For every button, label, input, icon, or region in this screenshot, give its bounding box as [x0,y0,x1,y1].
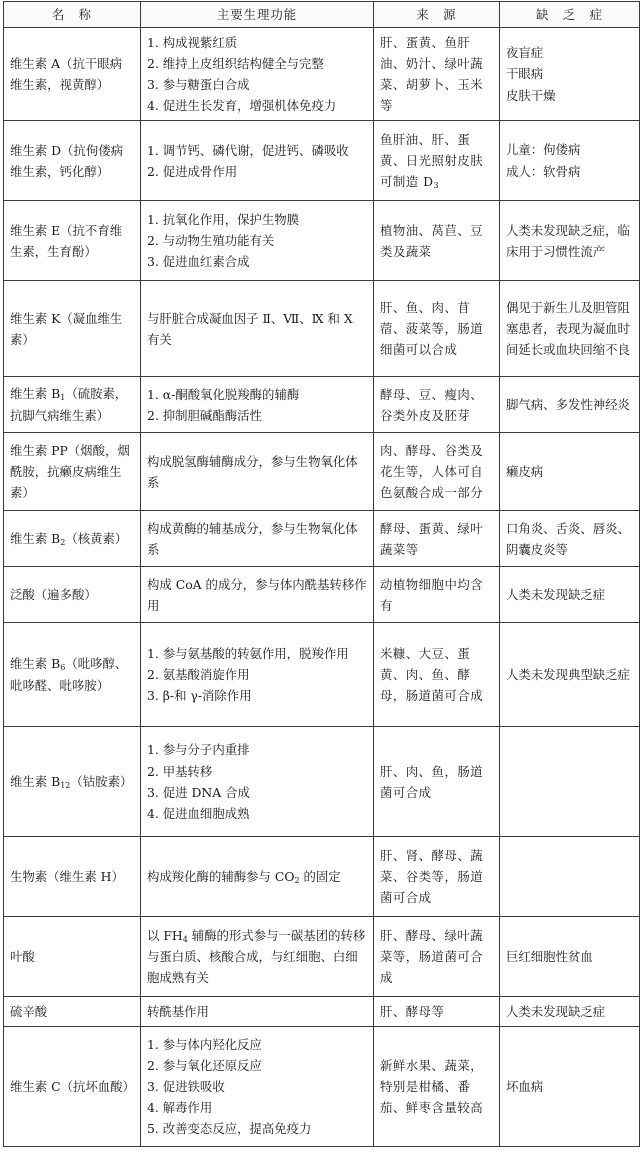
function-cell [141,201,374,281]
function-text: 的固定 [299,868,341,884]
function-item: 5. 改善变态反应，提高免疫力 [147,1121,312,1137]
name-text: 维生素 B [10,386,61,402]
function-item: 2. 与动物生殖功能有关 [147,233,275,249]
header-deficiency: 缺 乏 症 [500,2,640,28]
table-row [4,837,640,917]
header-source: 来 源 [374,2,500,28]
source-cell: 新鲜水果、蔬菜，特别是柑橘、番茄、鲜枣含量较高 [374,1027,500,1147]
deficiency-cell: 脚气病、多发性神经炎 [500,377,640,433]
deficiency-cell [500,727,640,837]
function-item: 1. 抗氧化作用，保护生物膜 [147,211,300,227]
function-cell [141,727,374,837]
function-item: 4. 促进生长发育，增强机体免疫力 [147,98,337,114]
function-list [147,140,367,182]
function-item: 3. 促进铁吸收 [147,1079,225,1095]
vitamin-name [4,377,141,433]
name-text: （钴胺素） [70,773,133,789]
table-row [4,567,640,623]
subscript: 6 [60,663,66,673]
subscript: 3 [433,180,440,190]
deficiency-cell: 癞皮病 [500,433,640,511]
function-list [147,209,367,272]
source-cell [374,121,500,201]
deficiency-cell: 人类未发现缺乏症 [500,997,640,1027]
function-cell: 转酰基作用 [141,997,374,1027]
table-row [4,281,640,377]
source-cell: 动植物细胞中均含有 [374,567,500,623]
vitamin-name [4,623,141,727]
vitamin-name: 维生素 PP（烟酸，烟酰胺，抗癞皮病维生素） [4,433,141,511]
function-item: 4. 促进血细胞成熟 [147,805,250,821]
function-item: 1. 调节钙、磷代谢，促进钙、磷吸收 [147,142,349,158]
deficiency-item: 成人：软骨病 [506,163,581,179]
header-function: 主要生理功能 [141,2,374,28]
function-cell [141,623,374,727]
vitamin-name: 维生素 C（抗坏血酸） [4,1027,141,1147]
vitamin-name: 维生素 D（抗佝偻病维生素，钙化醇） [4,121,141,201]
subscript: 2 [294,875,300,885]
table-row [4,727,640,837]
function-item: 1. 参与分子内重排 [147,742,250,758]
deficiency-cell: 偶见于新生儿及胆管阻塞患者，表现为凝血时间延长或血块回缩不良 [500,281,640,377]
function-item: 2. 促进成骨作用 [147,163,238,179]
deficiency-cell [500,121,640,201]
header-name: 名 称 [4,2,141,28]
table-row [4,917,640,997]
function-item: 2. 参与氧化还原反应 [147,1057,262,1073]
function-list [147,1034,367,1139]
function-item: 3. β-和 γ-消除作用 [147,688,252,704]
subscript: 4 [182,934,188,944]
deficiency-cell: 人类未发现典型缺乏症 [500,623,640,727]
deficiency-item: 夜盲症 [506,44,544,60]
vitamin-name [4,727,141,837]
function-cell [141,1027,374,1147]
source-cell: 肝、酵母等 [374,997,500,1027]
deficiency-cell: 人类未发现缺乏症，临床用于习惯性流产 [500,201,640,281]
table-row [4,433,640,511]
source-cell: 肝、肾、酵母、蔬菜、谷类等，肠道菌可合成 [374,837,500,917]
function-list [147,32,367,116]
name-text: 维生素 B [10,530,61,546]
table-row [4,121,640,201]
function-item: 2. 氨基酸消旋作用 [147,667,250,683]
function-list [147,384,367,426]
deficiency-item: 皮肤干燥 [506,87,556,103]
table-row [4,1027,640,1147]
function-list [147,739,367,823]
vitamin-name: 硫辛酸 [4,997,141,1027]
table-row [4,201,640,281]
table-row [4,377,640,433]
function-text: 辅酶的形式参与一碳基团的转移与蛋白质、核酸合成，与红细胞、白细胞成熟有关 [147,927,366,986]
name-text: （吡哆醇、吡哆醛、吡哆胺） [10,656,128,693]
deficiency-cell: 坏血病 [500,1027,640,1147]
function-item: 1. 构成视紫红质 [147,34,238,50]
deficiency-item: 干眼病 [506,66,544,82]
source-cell: 肝、酵母、绿叶蔬菜等，肠道菌可合成 [374,917,500,997]
function-item: 3. 促进血红素合成 [147,254,250,270]
function-item: 3. 参与糖蛋白合成 [147,77,250,93]
table-row [4,28,640,121]
subscript: 1 [60,393,66,403]
source-cell: 米糠、大豆、蛋黄、肉、鱼、酵母，肠道菌可合成 [374,623,500,727]
subscript: 12 [60,780,71,790]
vitamin-table [3,1,640,1147]
name-text: （硫胺素，抗脚气病维生素） [10,386,128,423]
name-text: 维生素 B [10,656,61,672]
function-text: 以 FH [147,927,183,943]
vitamin-name: 叶酸 [4,917,141,997]
function-cell: 与肝脏合成凝血因子 Ⅱ、Ⅶ、Ⅸ 和 Ⅹ 有关 [141,281,374,377]
function-item: 3. 促进 DNA 合成 [147,784,250,800]
vitamin-name: 泛酸（遍多酸） [4,567,141,623]
header-row [4,2,640,28]
function-cell: 构成黄酶的辅基成分，参与生物氧化体系 [141,511,374,567]
function-text: 构成羧化酶的辅酶参与 CO [147,868,295,884]
function-item: 2. 维持上皮组织结构健全与完整 [147,56,324,71]
vitamin-name [4,511,141,567]
source-cell: 酵母、蛋黄、绿叶蔬菜等 [374,511,500,567]
subscript: 2 [60,537,66,547]
name-text: （核黄素） [65,530,128,546]
vitamin-name: 维生素 E（抗不育维生素，生育酚） [4,201,141,281]
source-text: 鱼肝油、肝、蛋黄、日光照射皮肤可制造 D [380,131,484,189]
function-cell [141,377,374,433]
function-cell [141,837,374,917]
deficiency-cell [500,837,640,917]
table-row [4,997,640,1027]
source-cell: 肝、鱼、肉、苜蓿、菠菜等，肠道细菌可以合成 [374,281,500,377]
source-cell: 植物油、莴苣、豆类及蔬菜 [374,201,500,281]
function-cell [141,917,374,997]
vitamin-name: 生物素（维生素 H） [4,837,141,917]
function-item: 4. 解毒作用 [147,1100,213,1116]
deficiency-item: 儿童：佝偻病 [506,141,581,157]
source-cell: 肝、肉、鱼，肠道菌可合成 [374,727,500,837]
source-cell: 肉、酵母、谷类及花生等，人体可自色氨酸合成一部分 [374,433,500,511]
function-item: 2. 甲基转移 [147,763,213,779]
function-cell [141,28,374,121]
source-cell: 酵母、豆、瘦肉、谷类外皮及胚芽 [374,377,500,433]
function-cell: 构成 CoA 的成分，参与体内酰基转移作用 [141,567,374,623]
deficiency-cell [500,28,640,121]
table-row [4,511,640,567]
function-item: 1. α-酮酸氧化脱羧酶的辅酶 [147,386,300,402]
vitamin-name: 维生素 K（凝血维生素） [4,281,141,377]
function-list [147,643,367,706]
function-item: 1. 参与体内羟化反应 [147,1036,262,1052]
function-item: 2. 抑制胆碱酯酶活性 [147,407,262,423]
function-cell: 构成脱氢酶辅酶成分，参与生物氧化体系 [141,433,374,511]
function-cell [141,121,374,201]
deficiency-cell: 巨红细胞性贫血 [500,917,640,997]
function-item: 1. 参与氨基酸的转氨作用，脱羧作用 [147,645,349,661]
deficiency-cell: 口角炎、舌炎、唇炎、阴囊皮炎等 [500,511,640,567]
source-cell: 肝、蛋黄、鱼肝油、奶汁、绿叶蔬菜、胡萝卜、玉米等 [374,28,500,121]
name-text: 维生素 B [10,773,61,789]
vitamin-name: 维生素 A（抗干眼病维生素，视黄醇） [4,28,141,121]
table-row [4,623,640,727]
deficiency-cell: 人类未发现缺乏症 [500,567,640,623]
